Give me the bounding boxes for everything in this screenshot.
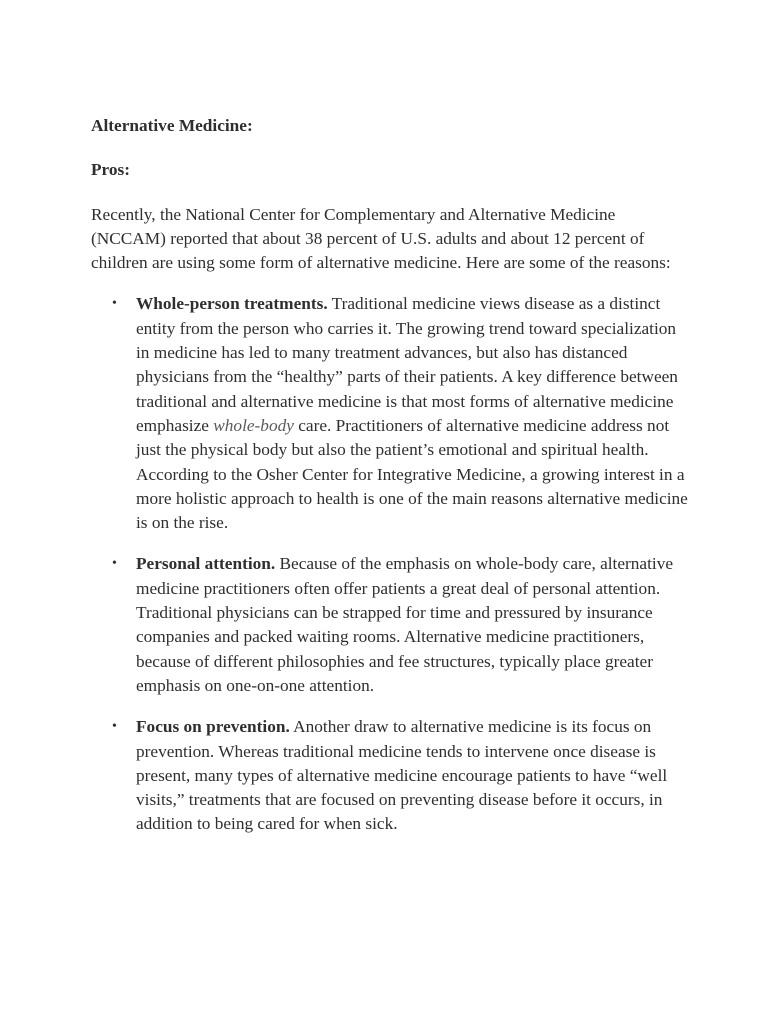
- item-lead: Whole-person treatments.: [136, 294, 328, 314]
- item-text: Because of the emphasis on whole-body care, alternative medicine practitioners often offer patients a great deal of personal attention. Traditional physicians can be strapped for time and pressured by insurance companies and packed waiting rooms. Alternative medicine practitioners, because of different philosophies and fee structures, typically place greater emphasis on one-on-one attention.: [136, 554, 674, 695]
- reasons-list: [91, 292, 691, 836]
- bullet-icon: •: [112, 556, 117, 572]
- item-lead: Focus on prevention.: [136, 717, 290, 737]
- bullet-icon: •: [112, 719, 117, 735]
- document-content: [91, 114, 691, 854]
- item-text: Traditional medicine views disease as a distinct entity from the person who carries it. The growing trend toward specialization in medicine has led to many treatment advances, but also has distanced physicians from the “healthy” parts of their patients. A key difference between traditional and alternative medicine is that most forms of alternative medicine emphasize: [136, 294, 678, 435]
- section-heading-pros: Pros:: [91, 160, 131, 180]
- item-lead: Personal attention.: [136, 554, 276, 574]
- list-item: [91, 715, 688, 836]
- intro-paragraph: Recently, the National Center for Complementary and Alternative Medicine (NCCAM) reported that about 38 percent of U.S. adults and about 12 percent of children are using some form of alternative medicine. Here are some of the reasons:: [91, 204, 671, 273]
- whole-body-link[interactable]: whole-body: [213, 415, 294, 435]
- list-item: [91, 552, 688, 698]
- item-text-continued: care. Practitioners of alternative medicine address not just the physical body but also the patient’s emotional and spiritual health. According to the Osher Center for Integrative Medicine, a growing interest in a more holistic approach to health is one of the main reasons alternative medicine is on the rise.: [136, 415, 688, 533]
- list-item: [91, 292, 688, 535]
- document-title: Alternative Medicine:: [91, 116, 253, 135]
- bullet-icon: •: [112, 296, 117, 312]
- item-text: Another draw to alternative medicine is its focus on prevention. Whereas traditional medicine tends to intervene once disease is present, many types of alternative medicine encourage patients to have “well visits,” treatments that are focused on preventing disease before it occurs, in addition to being cared for when sick.: [136, 717, 668, 834]
